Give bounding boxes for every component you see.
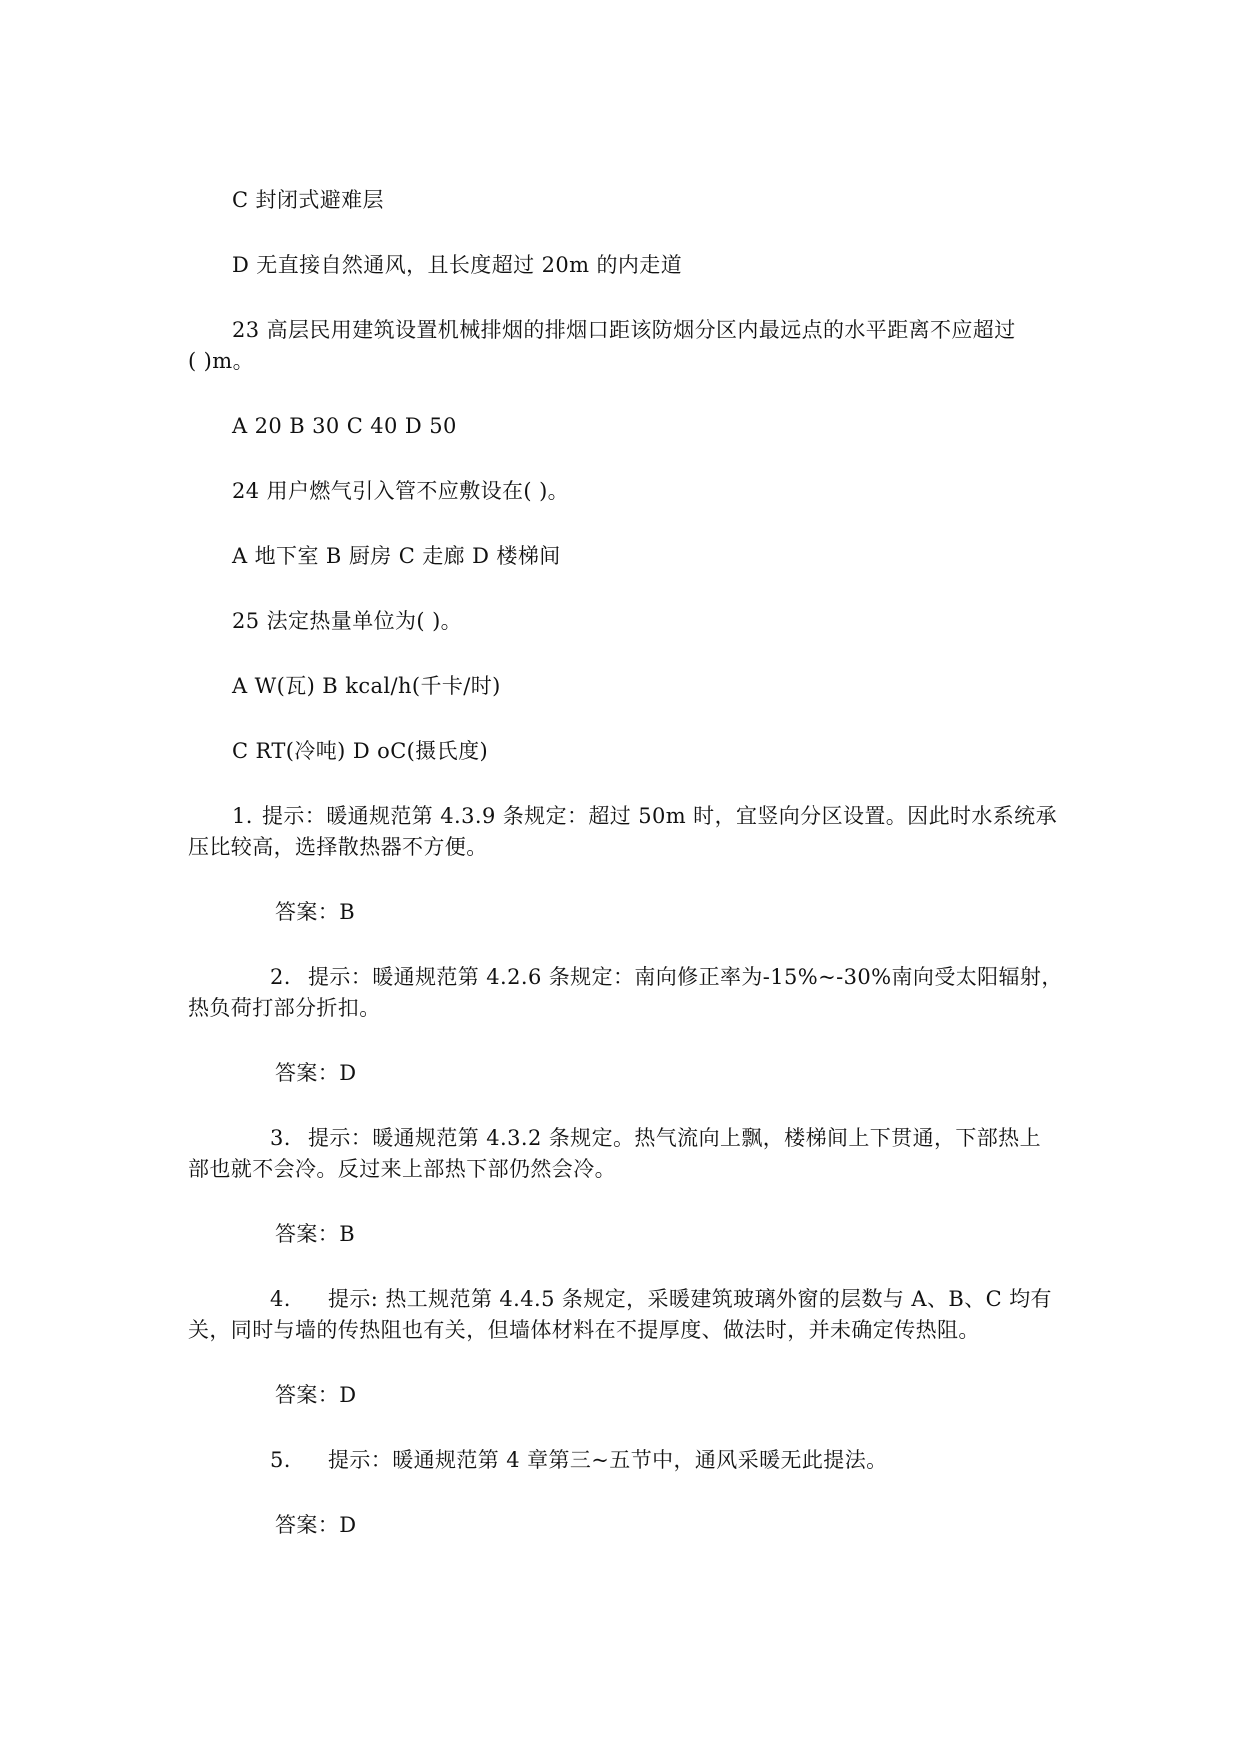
hint-number: 4. [270,1287,291,1311]
answer-3: 答案：B [275,1222,356,1246]
hint-number: 5. [270,1448,291,1472]
hint-4-cont: 关，同时与墙的传热阻也有关，但墙体材料在不提厚度、做法时，并未确定传热阻。 [188,1318,980,1342]
hint-text: 提示: 热工规范第 4.4.5 条规定，采暖建筑玻璃外窗的层数与 A、B、C 均有 [328,1287,1052,1311]
hint-3 [232,1123,1041,1153]
hint-text: 提示：暖通规范第 4.3.9 条规定：超过 50m 时，宜竖向分区设置。因此时水系统承 [262,804,1057,828]
hint-2 [232,962,1063,992]
question-25: 25 法定热量单位为( )。 [232,609,463,633]
question-25-options-2: C RT(冷吨) D oC(摄氏度) [232,739,489,763]
hint-text: 提示：暖通规范第 4.2.6 条规定：南向修正率为-15%~-30%南向受太阳辐射， [308,965,1063,989]
hint-2-cont: 热负荷打部分折扣。 [188,996,381,1020]
question-23-options: A 20 B 30 C 40 D 50 [232,414,457,438]
hint-number: 2. [270,965,291,989]
hint-number: 3. [270,1126,291,1150]
question-24-options: A 地下室 B 厨房 C 走廊 D 楼梯间 [232,544,561,568]
option-line: D 无直接自然通风，且长度超过 20m 的内走道 [232,253,683,277]
question-23: 23 高层民用建筑设置机械排烟的排烟口距该防烟分区内最远点的水平距离不应超过 [232,318,1016,342]
hint-5 [232,1445,888,1475]
answer-5: 答案：D [275,1513,357,1537]
hint-1 [232,801,1057,831]
question-25-options-1: A W(瓦) B kcal/h(千卡/时) [232,674,501,698]
option-line: C 封闭式避难层 [232,188,384,212]
hint-3-cont: 部也就不会冷。反过来上部热下部仍然会冷。 [188,1157,616,1181]
question-23-cont: ( )m。 [188,349,254,373]
hint-number: 1. [232,804,253,828]
hint-4 [232,1284,1052,1314]
hint-text: 提示：暖通规范第 4 章第三~五节中，通风采暖无此提法。 [328,1448,888,1472]
hint-1-cont: 压比较高，选择散热器不方便。 [188,835,488,859]
answer-2: 答案：D [275,1061,357,1085]
hint-text: 提示：暖通规范第 4.3.2 条规定。热气流向上飘，楼梯间上下贯通，下部热上 [308,1126,1041,1150]
answer-1: 答案：B [275,900,356,924]
question-24: 24 用户燃气引入管不应敷设在( )。 [232,479,570,503]
answer-4: 答案：D [275,1383,357,1407]
